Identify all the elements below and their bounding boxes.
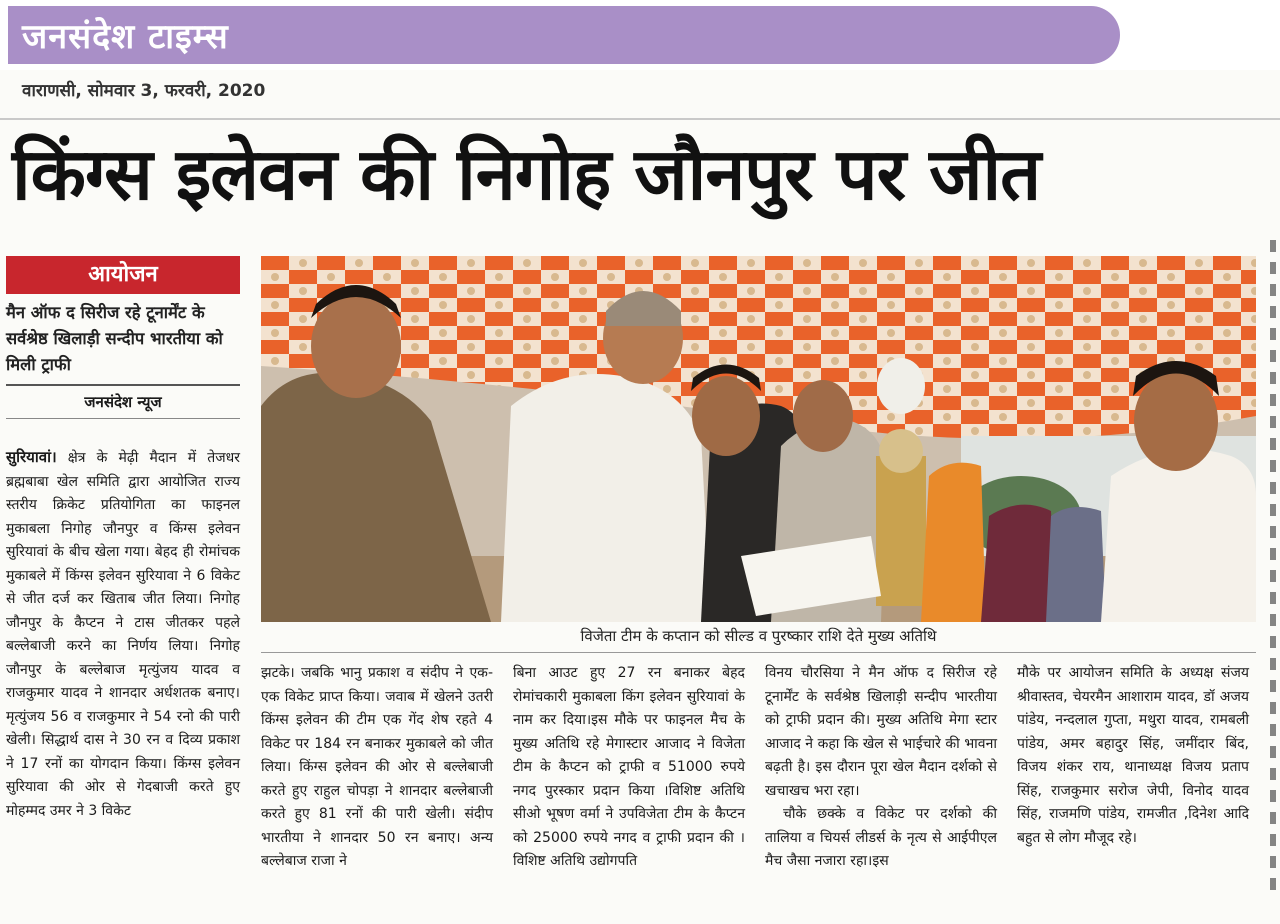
photo-caption: विजेता टीम के कप्तान को सील्ड व पुरष्कार राशि देते मुख्य अतिथि [580, 627, 937, 645]
dateline: वाराणसी, सोमवार 3, फरवरी, 2020 [22, 81, 266, 101]
subheadline: मैन ऑफ द सिरीज रहे टूनार्मेंट के सर्वश्रेष्ठ खिलाड़ी सन्दीप भारतीया को मिली ट्राफी [6, 303, 223, 374]
newspaper-logo: जनसंदेश टाइम्स [22, 17, 229, 57]
news-photo [261, 256, 1256, 622]
dateline-place: सुरियावां। [6, 448, 57, 466]
article-text: झटके। जबकि भानु प्रकाश व संदीप ने एक-एक विकेट प्राप्त किया। जवाब में खेलने उतरी किंग्स इलेवन की टीम एक गेंद शेष रहते 4 विकेट पर 184 रन बनाकर मुकाबले को जीत लिया। किंग्स इलेवन की ओर से बल्लेबाजी करते हुए राहुल चोपड़ा ने शानदार बल्लेबाजी करते हुए 81 रनों की पारी खेली। संदीप भारतीया ने शानदार 50 रन बनाए। अन्य बल्लेबाज राजा ने [261, 665, 493, 869]
caption-divider [261, 652, 1256, 653]
article-text: चौके छक्के व विकेट पर दर्शको की तालिया व चियर्स लीडर्स के नृत्य से आईपीएल मैच जैसा नजारा रहा।इस [765, 806, 997, 869]
photo-illustration [261, 256, 1256, 622]
article-text: मौके पर आयोजन समिति के अध्यक्ष संजय श्रीवास्तव, चेयरमैन आशाराम यादव, डॉ अजय पांडेय, नन्दलाल गुप्ता, मथुरा यादव, रामबली पांडेय, अमर बहादुर सिंह, जमींदार बिंद, विजय शंकर राय, थानाध्यक्ष विजय प्रताप सिंह, राजकुमार सरोज जेपी, विनोद यादव सिंह, राजमणि पांडेय, रामजीत ,दिनेश आदि बहुत से लोग मौजूद रहे। [1017, 665, 1249, 846]
kicker-label: आयोजन [6, 256, 240, 294]
adjacent-page-edge [1266, 230, 1280, 924]
byline: जनसंदेश न्यूज [84, 393, 162, 411]
article-column-3 [765, 662, 997, 874]
article-column-4 [1017, 662, 1249, 850]
left-column-header [6, 256, 240, 419]
byline-divider [6, 418, 240, 419]
article-text: क्षेत्र के मेढ़ी मैदान में तेजधर ब्रह्मबाबा खेल समिति द्वारा आयोजित राज्य स्तरीय क्रिकेट प्रतियोगिता का फाइनल मुकाबला निगोह जौनपुर व किंग्स इलेवन सुरियावां के बीच खेला गया। बेहद ही रोमांचक मुकाबले में किंग्स इलेवन सुरियावा ने 6 विकेट से जीत दर्ज कर खिताब जीत लिया। निगोह जौनपुर के कैप्टन ने टास जीतकर पहले बल्लेबाजी करने का निर्णय लिया। निगोह जौनपुर के बल्लेबाज मृत्युंजय यादव व राजकुमार यादव ने शानदार अर्धशतक बनाए। मृत्युंजय 56 व राजकुमार ने 54 रनो की पारी खेली। सिद्धार्थ दास ने 30 रन व दिव्य प्रकाश ने 17 रनों का योगदान किया। किंग्स इलेवन सुरियावा की ओर से गेदबाजी करते हुए मोहम्मद उमर ने 3 विकेट [6, 450, 240, 819]
subhead-divider [6, 384, 240, 386]
article-text: विनय चौरसिया ने मैन ऑफ द सिरीज रहे टूनार्मेंट के सर्वश्रेष्ठ खिलाड़ी सन्दीप भारतीया को ट्राफी प्रदान की। मुख्य अतिथि मेगा स्टार आजाद ने कहा कि खेल से भाईचारे की भावना बढ़ती है। इस दौरान पूरा खेल मैदान दर्शको से खचाखच भरा रहा। [765, 665, 997, 799]
header-divider [0, 118, 1280, 120]
article-text: बिना आउट हुए 27 रन बनाकर बेहद रोमांचकारी मुकाबला किंग इलेवन सुरियावां के नाम कर दिया।इस मौके पर फाइनल मैच के मुख्य अतिथि रहे मेगास्टार आजाद ने विजेता टीम के कैप्टन को ट्राफी व 51000 रुपये नगद पुरस्कार प्रदान किया ।विशिष्ट अतिथि सीओ भूषण वर्मा ने उपविजेता टीम के कैप्टन को 25000 रुपये नगद व ट्राफी प्रदान की ।विशिष्ट अतिथि उद्योगपति [513, 665, 745, 869]
article-column-1 [261, 662, 493, 874]
article-column-left [6, 446, 240, 823]
headline: किंग्स इलेवन की निगोह जौनपुर पर जीत [12, 132, 1041, 216]
article-column-2 [513, 662, 745, 874]
masthead [0, 0, 1280, 70]
